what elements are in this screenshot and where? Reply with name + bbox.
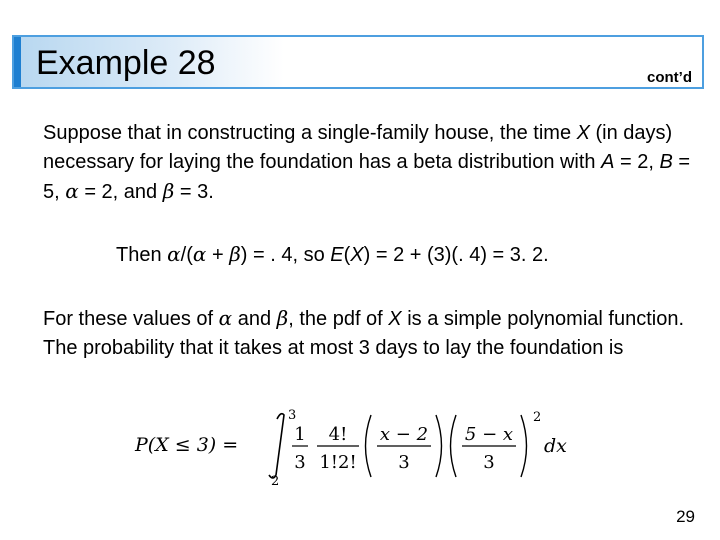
formula-lhs: P(X ≤ 3) = [135,434,239,456]
right-paren-1 [436,415,442,477]
frac3-denominator: 3 [398,452,410,473]
integral-sign [269,414,284,478]
integral-lower-limit: 2 [271,474,280,485]
frac2-numerator: 4! [328,424,348,445]
paragraph-intro: Suppose that in constructing a single-family house, the time X (in days) necessary for laying the foundation has a beta distribution with A = 2, B = 5, α = 2, and β = 3. [43,122,691,203]
continued-label: cont’d [647,69,692,86]
expected-value-line: Then α/(α + β) = . 4, so E(X) = 2 + (3)(. 4) = 3. 2. [116,242,549,266]
page-number: 29 [676,507,695,526]
frac2-denominator: 1!2! [319,452,357,473]
integral-upper-limit: 3 [288,408,297,423]
right-paren-2 [521,415,527,477]
differential: dx [544,435,567,457]
title-bar [12,35,704,89]
left-paren-1 [366,415,372,477]
probability-integral-formula [130,405,590,485]
frac4-denominator: 3 [483,452,495,473]
title-accent-stripe [14,37,21,87]
left-paren-2 [451,415,457,477]
frac3-numerator: x − 2 [379,424,429,445]
paragraph-pdf: For these values of α and β, the pdf of X is a simple polynomial function. The probability that it takes at most 3 days to lay the foundation is [43,306,684,359]
frac1-denominator: 3 [294,452,306,473]
frac4-numerator: 5 − x [464,424,514,445]
slide-title: Example 28 [36,44,216,82]
frac1-numerator: 1 [294,424,306,445]
exponent: 2 [533,410,542,425]
